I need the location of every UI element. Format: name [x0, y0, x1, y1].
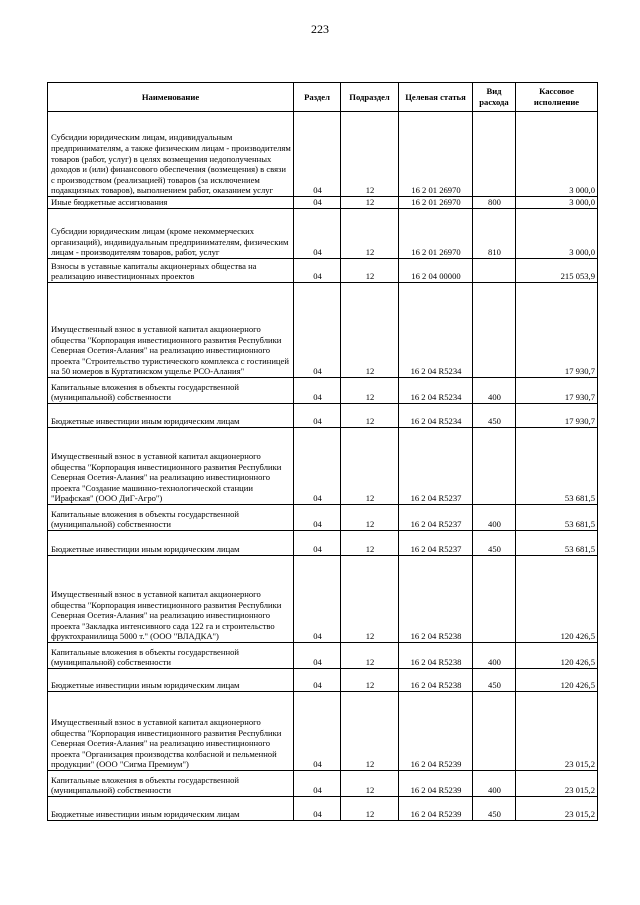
budget-table	[47, 82, 598, 821]
cell-vid: 450	[473, 404, 516, 428]
table-row	[48, 771, 598, 797]
cell-summa: 120 426,5	[516, 643, 598, 669]
header-podrazdel: Подраздел	[341, 83, 399, 112]
cell-vid: 400	[473, 643, 516, 669]
cell-name: Капитальные вложения в объекты государственной (муниципальной) собственности	[48, 771, 294, 797]
table-row	[48, 797, 598, 821]
cell-name: Капитальные вложения в объекты государственной (муниципальной) собственности	[48, 378, 294, 404]
header-statya: Целевая статья	[399, 83, 473, 112]
cell-podrazdel: 12	[341, 259, 399, 283]
cell-summa: 3 000,0	[516, 112, 598, 197]
table-row	[48, 283, 598, 378]
cell-name: Имущественный взнос в уставной капитал акционерного общества "Корпорация инвестиционного развития Республики Северная Осетия-Алания" на реализацию инвестиционного проекта "Создание машинно-технологической станции "Ирафская" (ООО ДиГ-Агро")	[48, 428, 294, 505]
cell-razdel: 04	[294, 283, 341, 378]
cell-name: Бюджетные инвестиции иным юридическим лицам	[48, 404, 294, 428]
cell-statya: 16 2 04 R5238	[399, 643, 473, 669]
table-row	[48, 556, 598, 643]
cell-summa: 215 053,9	[516, 259, 598, 283]
cell-vid	[473, 283, 516, 378]
cell-razdel: 04	[294, 556, 341, 643]
cell-name: Субсидии юридическим лицам, индивидуальным предпринимателям, а также физическим лицам - производителям товаров (работ, услуг) в целях возмещения недополученных доходов и (или) финансового обеспечения (возмещения) в связи с производством (реализацией) товаров (за исключением подакцизных товаров), выполнением работ, оказанием услуг	[48, 112, 294, 197]
cell-podrazdel: 12	[341, 556, 399, 643]
cell-podrazdel: 12	[341, 283, 399, 378]
cell-razdel: 04	[294, 209, 341, 259]
cell-vid: 400	[473, 771, 516, 797]
cell-vid: 450	[473, 531, 516, 556]
table-row	[48, 531, 598, 556]
cell-vid	[473, 692, 516, 771]
header-name: Наименование	[48, 83, 294, 112]
cell-vid: 400	[473, 378, 516, 404]
cell-podrazdel: 12	[341, 643, 399, 669]
cell-name: Капитальные вложения в объекты государственной (муниципальной) собственности	[48, 643, 294, 669]
cell-razdel: 04	[294, 259, 341, 283]
cell-razdel: 04	[294, 531, 341, 556]
cell-name: Имущественный взнос в уставной капитал акционерного общества "Корпорация инвестиционного развития Республики Северная Осетия-Алания" на реализацию инвестиционного проекта "Организация производства колбасной и пельменной продукции" (ООО "Сигма Премиум")	[48, 692, 294, 771]
cell-vid: 810	[473, 209, 516, 259]
cell-name: Иные бюджетные ассигнования	[48, 197, 294, 209]
cell-name: Бюджетные инвестиции иным юридическим лицам	[48, 531, 294, 556]
cell-summa: 120 426,5	[516, 556, 598, 643]
cell-statya: 16 2 04 R5239	[399, 797, 473, 821]
cell-razdel: 04	[294, 692, 341, 771]
cell-summa: 53 681,5	[516, 531, 598, 556]
cell-podrazdel: 12	[341, 505, 399, 531]
cell-statya: 16 2 04 R5239	[399, 692, 473, 771]
cell-vid	[473, 259, 516, 283]
cell-vid	[473, 556, 516, 643]
cell-razdel: 04	[294, 771, 341, 797]
cell-podrazdel: 12	[341, 771, 399, 797]
cell-razdel: 04	[294, 643, 341, 669]
cell-statya: 16 2 04 R5237	[399, 531, 473, 556]
cell-razdel: 04	[294, 404, 341, 428]
cell-vid: 800	[473, 197, 516, 209]
cell-summa: 23 015,2	[516, 797, 598, 821]
table-row	[48, 692, 598, 771]
cell-podrazdel: 12	[341, 531, 399, 556]
cell-summa: 17 930,7	[516, 283, 598, 378]
cell-summa: 53 681,5	[516, 428, 598, 505]
cell-podrazdel: 12	[341, 669, 399, 692]
cell-statya: 16 2 04 R5238	[399, 669, 473, 692]
cell-razdel: 04	[294, 378, 341, 404]
page-number: 223	[311, 22, 329, 36]
table-row	[48, 404, 598, 428]
header-razdel: Раздел	[294, 83, 341, 112]
cell-podrazdel: 12	[341, 209, 399, 259]
table-row	[48, 112, 598, 197]
cell-podrazdel: 12	[341, 797, 399, 821]
cell-summa: 23 015,2	[516, 692, 598, 771]
cell-name: Имущественный взнос в уставной капитал акционерного общества "Корпорация инвестиционного развития Республики Северная Осетия-Алания" на реализацию инвестиционного проекта "Строительство туристического комплекса с гостиницей на 50 номеров в Куртатинском ущелье РСО-Алания"	[48, 283, 294, 378]
cell-name: Капитальные вложения в объекты государственной (муниципальной) собственности	[48, 505, 294, 531]
cell-razdel: 04	[294, 112, 341, 197]
cell-vid: 450	[473, 797, 516, 821]
cell-summa: 3 000,0	[516, 209, 598, 259]
cell-name: Бюджетные инвестиции иным юридическим лицам	[48, 797, 294, 821]
cell-name: Имущественный взнос в уставной капитал акционерного общества "Корпорация инвестиционного развития Республики Северная Осетия-Алания" на реализацию инвестиционного проекта "Закладка интенсивного сада 122 га и строительство фруктохранилища 5000 т." (ООО "ВЛАДКА")	[48, 556, 294, 643]
cell-podrazdel: 12	[341, 112, 399, 197]
cell-summa: 3 000,0	[516, 197, 598, 209]
cell-statya: 16 2 04 00000	[399, 259, 473, 283]
cell-statya: 16 2 04 R5238	[399, 556, 473, 643]
cell-podrazdel: 12	[341, 378, 399, 404]
cell-razdel: 04	[294, 505, 341, 531]
cell-name: Взносы в уставные капиталы акционерных общества на реализацию инвестиционных проектов	[48, 259, 294, 283]
cell-statya: 16 2 04 R5234	[399, 378, 473, 404]
cell-statya: 16 2 01 26970	[399, 209, 473, 259]
cell-podrazdel: 12	[341, 197, 399, 209]
cell-statya: 16 2 04 R5234	[399, 283, 473, 378]
header-summa: Кассовое исполнение	[516, 83, 598, 112]
cell-summa: 17 930,7	[516, 378, 598, 404]
cell-statya: 16 2 01 26970	[399, 197, 473, 209]
cell-statya: 16 2 04 R5237	[399, 428, 473, 505]
cell-podrazdel: 12	[341, 428, 399, 505]
cell-vid: 400	[473, 505, 516, 531]
cell-razdel: 04	[294, 197, 341, 209]
table-row	[48, 378, 598, 404]
cell-name: Бюджетные инвестиции иным юридическим лицам	[48, 669, 294, 692]
table-row	[48, 643, 598, 669]
table-row	[48, 209, 598, 259]
cell-statya: 16 2 01 26970	[399, 112, 473, 197]
header-vid: Вид расхода	[473, 83, 516, 112]
table-row	[48, 259, 598, 283]
table-row	[48, 505, 598, 531]
cell-vid	[473, 428, 516, 505]
cell-razdel: 04	[294, 669, 341, 692]
cell-vid: 450	[473, 669, 516, 692]
cell-summa: 53 681,5	[516, 505, 598, 531]
cell-summa: 23 015,2	[516, 771, 598, 797]
cell-statya: 16 2 04 R5239	[399, 771, 473, 797]
table-row	[48, 669, 598, 692]
cell-podrazdel: 12	[341, 404, 399, 428]
cell-podrazdel: 12	[341, 692, 399, 771]
cell-vid	[473, 112, 516, 197]
cell-statya: 16 2 04 R5237	[399, 505, 473, 531]
cell-summa: 120 426,5	[516, 669, 598, 692]
cell-razdel: 04	[294, 428, 341, 505]
cell-statya: 16 2 04 R5234	[399, 404, 473, 428]
table-row	[48, 197, 598, 209]
cell-razdel: 04	[294, 797, 341, 821]
table-header-row	[48, 83, 598, 112]
cell-summa: 17 930,7	[516, 404, 598, 428]
cell-name: Субсидии юридическим лицам (кроме некоммерческих организаций), индивидуальным предпринимателям, физическим лицам - производителям товаров, работ, услуг	[48, 209, 294, 259]
table-row	[48, 428, 598, 505]
